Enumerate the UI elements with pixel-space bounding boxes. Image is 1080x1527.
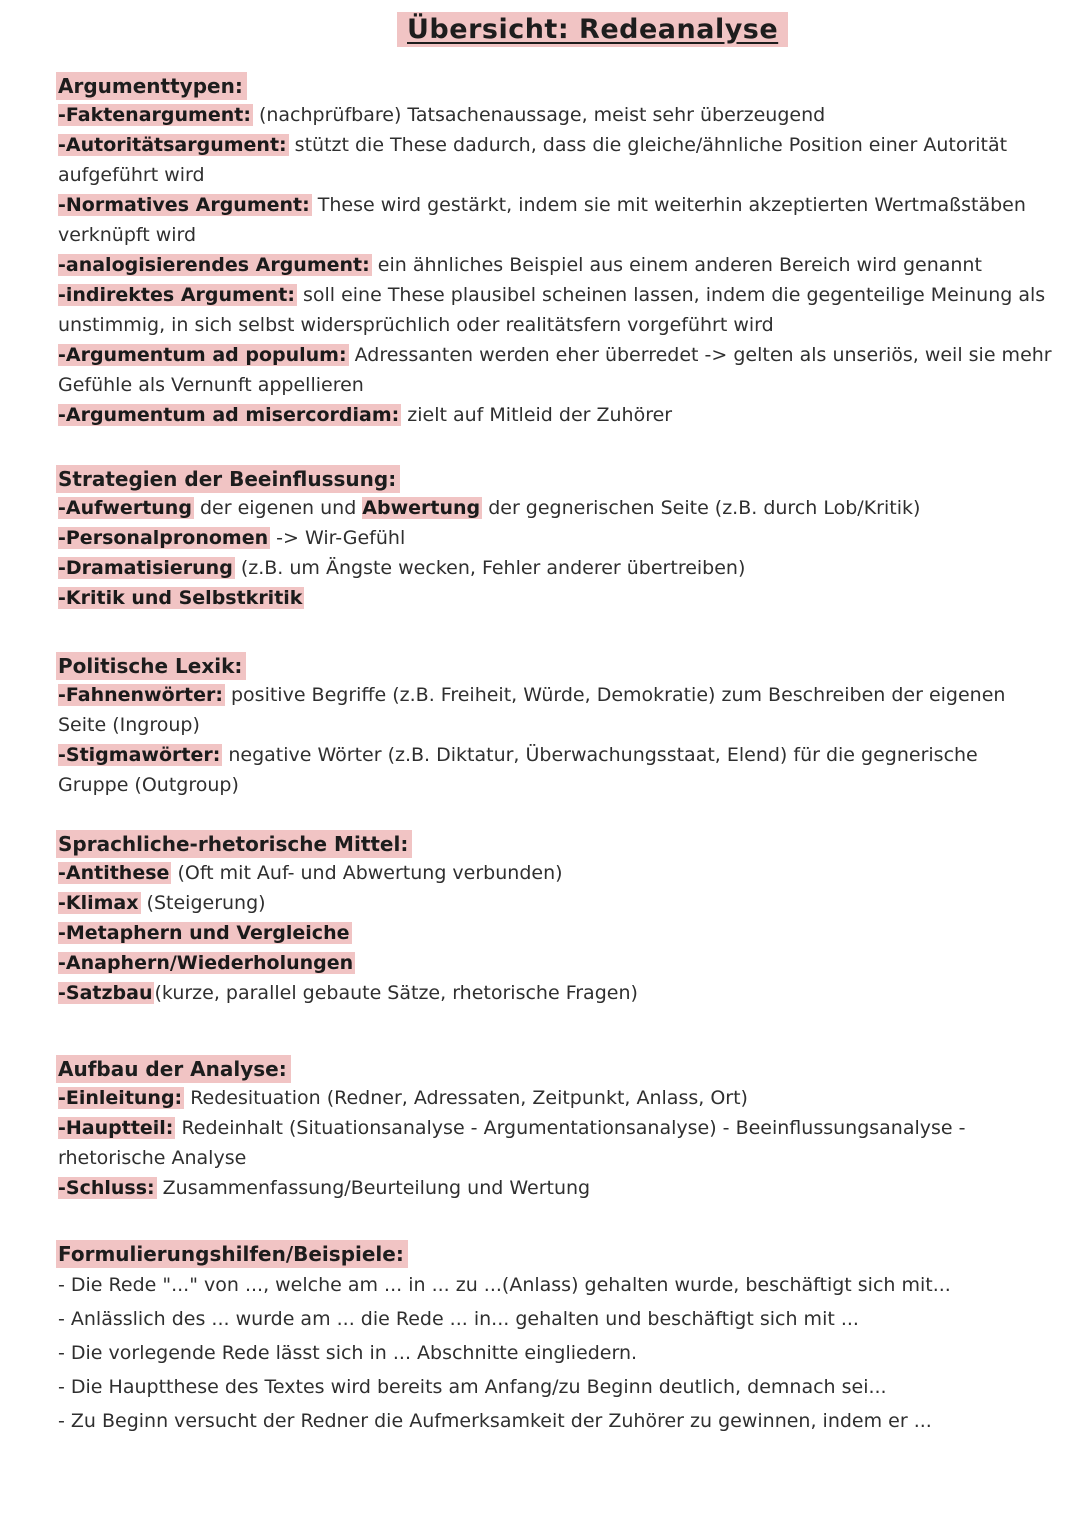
list-item — [58, 888, 1054, 918]
list-item — [58, 340, 1054, 400]
description: Zusammenfassung/Beurteilung und Wertung — [156, 1177, 591, 1199]
description: positive Begriffe (z.B. Freiheit, Würde, Demokratie) zum Beschreiben der eigenen Seite (Ingroup) — [58, 684, 1006, 736]
term: Abwertung — [362, 497, 481, 519]
description: (Steigerung) — [140, 892, 266, 914]
list-item — [58, 190, 1054, 250]
list-item: - Die vorlegende Rede lässt sich in ... Abschnitte eingliedern. — [58, 1342, 638, 1364]
section-heading: Sprachliche-rhetorische Mittel: — [56, 830, 412, 858]
term: -Klimax — [58, 892, 139, 914]
term: -Satzbau — [58, 982, 153, 1004]
description: stützt die These dadurch, dass die gleiche/ähnliche Position einer Autorität aufgeführt wird — [58, 134, 1008, 186]
term: -Einleitung: — [58, 1087, 183, 1109]
description: (Oft mit Auf- und Abwertung verbunden) — [171, 862, 563, 884]
list-item — [58, 1083, 1054, 1113]
term: -Personalpronomen — [58, 527, 269, 549]
list-item — [58, 553, 1054, 583]
list-item — [58, 280, 1054, 340]
list-item — [58, 858, 1054, 888]
term: -Faktenargument: — [58, 104, 251, 126]
section-heading: Argumenttypen: — [56, 72, 247, 100]
term: -Metaphern und Vergleiche — [58, 922, 350, 944]
section-heading: Formulierungshilfen/Beispiele: — [56, 1240, 408, 1268]
page-title: Übersicht: Redeanalyse — [397, 12, 788, 47]
section-heading: Aufbau der Analyse: — [56, 1055, 291, 1083]
description: (nachprüfbare) Tatsachenaussage, meist sehr überzeugend — [252, 104, 826, 126]
term: -Dramatisierung — [58, 557, 233, 579]
description: Redeinhalt (Situationsanalyse - Argumentationsanalyse) - Beeinflussungsanalyse - rhetorische Analyse — [58, 1117, 966, 1169]
section-strategien — [58, 465, 1054, 613]
term: -Anaphern/Wiederholungen — [58, 952, 354, 974]
section-mittel — [58, 830, 1054, 1008]
section-heading: Strategien der Beeinflussung: — [56, 465, 400, 493]
list-item — [58, 400, 1054, 430]
description: negative Wörter (z.B. Diktatur, Überwachungsstaat, Elend) für die gegnerische Gruppe (Outgroup) — [58, 744, 978, 796]
term: -Kritik und Selbstkritik — [58, 587, 303, 609]
term: -indirektes Argument: — [58, 284, 295, 306]
list-item — [58, 740, 1054, 800]
list-item — [58, 523, 1054, 553]
list-item — [58, 918, 1054, 948]
list-item — [58, 680, 1054, 740]
description: Redesituation (Redner, Adressaten, Zeitpunkt, Anlass, Ort) — [184, 1087, 748, 1109]
list-item — [58, 250, 1054, 280]
term: -Autoritätsargument: — [58, 134, 287, 156]
term: -Fahnenwörter: — [58, 684, 223, 706]
term: -Antithese — [58, 862, 170, 884]
list-item: - Die Hauptthese des Textes wird bereits am Anfang/zu Beginn deutlich, demnach sei... — [58, 1376, 887, 1398]
term: -Argumentum ad misercordiam: — [58, 404, 400, 426]
term: -Hauptteil: — [58, 1117, 174, 1139]
term: -Aufwertung — [58, 497, 192, 519]
section-argumenttypen — [58, 72, 1054, 430]
description: (kurze, parallel gebaute Sätze, rhetorische Fragen) — [154, 982, 638, 1004]
list-item — [58, 583, 1054, 613]
section-formulierung — [58, 1240, 1054, 1438]
term: -Stigmawörter: — [58, 744, 221, 766]
description: soll eine These plausibel scheinen lassen, indem die gegenteilige Meinung als unstimmig, in sich selbst widersprüchlich oder realitätsfern vorgeführt wird — [58, 284, 1046, 336]
list-item — [58, 1113, 1054, 1173]
description: (z.B. um Ängste wecken, Fehler anderer übertreiben) — [234, 557, 746, 579]
description: ein ähnliches Beispiel aus einem anderen Bereich wird genannt — [371, 254, 982, 276]
description: -> Wir-Gefühl — [270, 527, 406, 549]
list-item — [58, 948, 1054, 978]
description: zielt auf Mitleid der Zuhörer — [401, 404, 673, 426]
list-item: - Zu Beginn versucht der Redner die Aufmerksamkeit der Zuhörer zu gewinnen, indem er ... — [58, 1410, 932, 1432]
term: -Normatives Argument: — [58, 194, 310, 216]
term: -analogisierendes Argument: — [58, 254, 370, 276]
description: These wird gestärkt, indem sie mit weiterhin akzeptierten Wertmaßstäben verknüpft wird — [58, 194, 1026, 246]
description: der gegnerischen Seite (z.B. durch Lob/Kritik) — [482, 497, 921, 519]
term: -Argumentum ad populum: — [58, 344, 347, 366]
list-item — [58, 1173, 1054, 1203]
list-item: - Anlässlich des ... wurde am ... die Rede ... in... gehalten und beschäftigt sich mit ... — [58, 1308, 859, 1330]
list-item — [58, 100, 1054, 130]
list-item — [58, 493, 1054, 523]
list-item — [58, 130, 1054, 190]
section-aufbau — [58, 1055, 1054, 1203]
term: -Schluss: — [58, 1177, 155, 1199]
section-lexik — [58, 652, 1054, 800]
list-item: - Die Rede "..." von ..., welche am ... in ... zu ...(Anlass) gehalten wurde, beschäftigt sich mit... — [58, 1274, 951, 1296]
list-item — [58, 978, 1054, 1008]
section-heading: Politische Lexik: — [56, 652, 246, 680]
description: Adressanten werden eher überredet -> gelten als unseriös, weil sie mehr Gefühle als Vernunft appellieren — [58, 344, 1052, 396]
description: der eigenen und — [193, 497, 363, 519]
